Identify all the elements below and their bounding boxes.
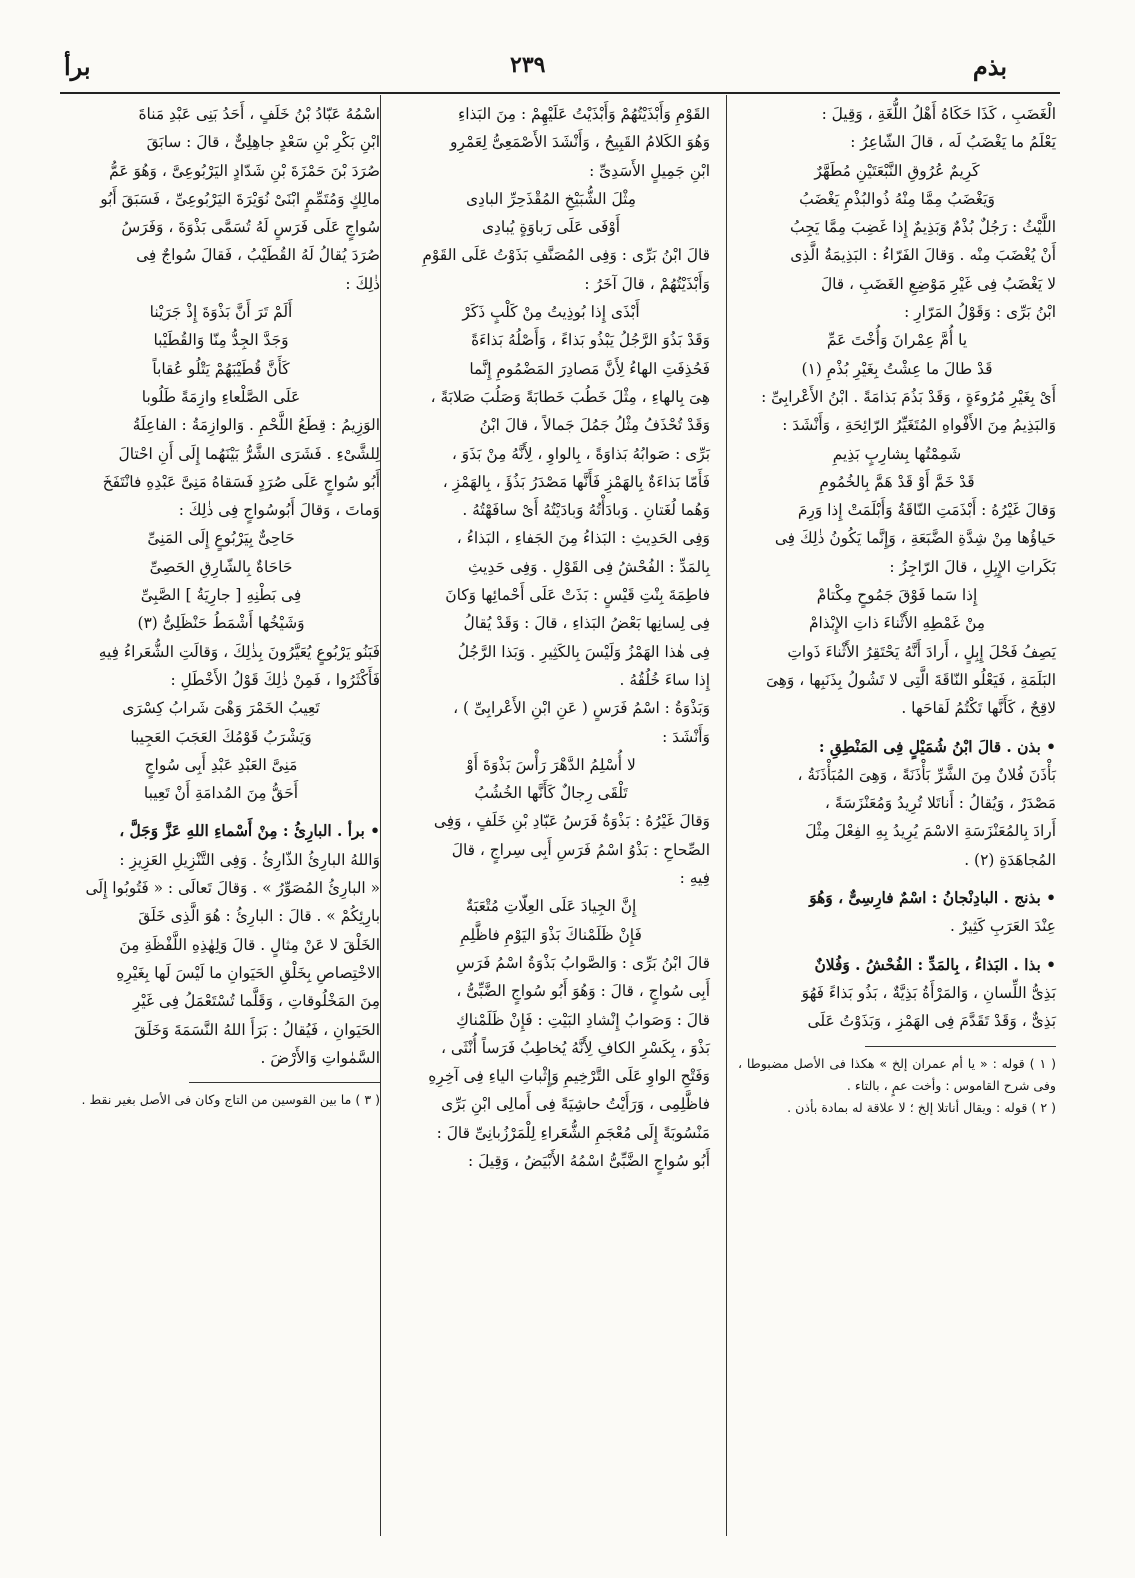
text-line: فاطِمَةَ بِنْتِ قَيْسٍ : بَذَتْ عَلَى أَحْمائِها وَكانَ — [445, 586, 710, 605]
column-right — [738, 100, 1056, 1119]
verse-line: أَحَقُّ مِنَ المُدامَةِ أَنْ تَعِيبا — [143, 784, 299, 803]
text-line: فَحُذِفَتِ الهاءُ لِأَنَّ مَصادِرَ المَضْمُومِ إِنَّما — [469, 359, 710, 378]
text-line: فَبَنُو يَرْبُوعٍ يُعَيَّرُونَ بِذٰلِكَ ، وَقالَتِ الشُّعَراءُ فِيهِ — [98, 642, 380, 661]
text-line: فِى هٰذا الهَمْزُ وَلَيْسَ بِالكَثِيرِ . وَبَذا الرَّجُلُ — [457, 642, 710, 661]
verse-line: تَلْقَى رِجالٌ كَأَنَّها الخُشُبُ — [474, 784, 628, 803]
text-line: بَذِىٌّ ، وَقَدْ تَقَدَّمَ فِى الهَمْزِ ، وَبَذَوْتُ عَلَى — [807, 1012, 1056, 1031]
text-line: وَهُوَ الكَلامُ القَبِيحُ ، وَأَنْشَدَ الأَصْمَعِىُّ لِعَمْرِو — [450, 133, 710, 152]
text-line: وَماتَ ، وَقالَ أَبُوسُواجٍ فِى ذٰلِكَ : — [178, 501, 380, 520]
verse-line: لا أُسْلِمُ الدَّهْرَ رَأْسَ بَذْوَةَ أَوْ — [466, 755, 636, 774]
verse-line: قَدْ خَمَّ أَوْ قَدْ هَمَّ بِالخُمُومِ — [819, 472, 975, 491]
verse-line: وَشَيْخُها أَشْمَطُ حَنْظَلِىُّ (٣) — [137, 614, 305, 633]
footnote: ( ١ ) قوله : « يا أم عمران إلخ » هكذا فى الأصل مضبوطا ، وفى شرح القاموس : وأخت عمٍ ، بالتاء . — [738, 1055, 1056, 1093]
footnote-rule — [865, 1046, 1056, 1047]
text-line: الْغَضَبِ ، كَذَا حَكَاهُ أَهْلُ اللُّغَةِ ، وَقِيلَ : — [821, 105, 1056, 123]
text-line: بَكَراتِ الإِبِلِ ، قالَ الرّاجِزُ : — [889, 557, 1056, 576]
entry-headword-line: • برأ . البارِئُ : مِنْ أَسْماءِ اللهِ عَزَّ وَجَلَّ ، — [119, 822, 380, 841]
text-line: أَبُو سُواجٍ الضَّبِّىُّ اسْمُهُ الأَبْيَضُ ، وَقِيلَ : — [468, 1151, 710, 1170]
text-line: وَأَبْذَيْتُهُمْ ، قالَ آخَرُ : — [584, 274, 710, 293]
text-line: يَعْلَمُ ما يَغْضَبُ لَه ، قالَ الشّاعِرُ : — [850, 133, 1056, 152]
text-line: وَقالَ غَيْرُهُ : بَذْوَةُ فَرَسُ عَبّادِ بْنِ خَلَفٍ ، وَفِى — [433, 812, 710, 831]
text-line: أَنْ يُغْضَبَ مِنْه . وَقالَ الفَرّاءُ : البَذِيمَةُ الَّذِى — [790, 246, 1056, 265]
verse-line: شَمِمْتُها بِشارِبٍ بَذِيمِ — [832, 444, 962, 463]
text-line: مِنَ المَخْلُوقاتِ ، وَقَلَّما تُسْتَعْمَلُ فِى غَيْرِ — [132, 992, 380, 1011]
column-divider-left — [380, 95, 381, 1536]
text-line: ابْنِ بَكْرِ بْنِ سَعْدٍ جاهِلِىٌّ ، قالَ : سابَقَ — [146, 133, 380, 152]
verse-line: إِذا سَما فَوْقَ جَمُوحٍ مِكْتامْ — [816, 586, 978, 605]
verse-line: عَلَى الصَّلْعاءِ وازِمَةً طَلُوبا — [141, 387, 301, 406]
text-line: وَفِى الحَدِيثِ : البَذاءُ مِنَ الجَفاءِ ، البَذاءُ ، — [456, 529, 710, 548]
text-line: بَأْذَنَ فُلانٌ مِنَ الشَّرِّ بَأْذَنَةً ، وَهِىَ المُبَأْذَنَةُ ، — [797, 765, 1056, 784]
text-line: اللَّيْثُ : رَجُلٌ بُذْمٌ وَبَذِيمٌ إِذا غَضِبَ مِمَّا يَجِبُ — [789, 218, 1056, 237]
verse-line: قَدْ طالَ ما عِشْتُ بِغَيْرِ بُذْمِ (١) — [801, 359, 993, 378]
text-line: مَصْدَرٌ ، وَيُقالُ : أَناتَلا تُرِيدُ وَمُعَنْزَسَةً ، — [824, 794, 1056, 813]
verse-line: حَاحِىٌّ بِيَرْبُوعٍ إِلَى المَنِىِّ — [147, 529, 295, 548]
text-line: بَرِّى : صَوابُهُ بَذاوَةً ، بِالواوِ ، لِأَنَّهُ مِنْ بَذَوَ ، — [451, 444, 710, 463]
text-line: فِى لِسانِها بَعْضُ البَذاءِ ، قالَ : وَقَدْ يُقالُ — [463, 614, 710, 633]
text-line: وَاللهُ البارِئُ الذّارِئُ . وَفِى التَّنْزِيلِ العَزِيزِ : — [119, 850, 380, 869]
verse-line: وَيَشْرَبُ قَوْمُكَ العَجَبَ العَجِيبا — [130, 727, 312, 746]
text-line: فِيهِ : — [679, 869, 710, 888]
header-rule — [60, 92, 1060, 94]
text-line: مَنْسُوبَةً إِلَى مُعْجَمِ الشُّعَراءِ لِلْمَرْزُبانِىِّ قالَ : — [436, 1123, 710, 1142]
text-line: بَذِىُّ اللِّسانِ ، وَالمَرْأَةُ بَذِيَّةٌ ، بَذُو بَذاءً فَهُوَ — [801, 983, 1056, 1002]
entry-headword-line: • بذا . البَذاءُ ، بِالمَدِّ : الفُحْشُ . وَفُلانٌ — [814, 955, 1056, 974]
text-line: لا يَغْضَبُ فِى غَيْرِ مَوْضِعِ الغَضَبِ ، قالَ — [820, 274, 1056, 293]
text-line: أَرادَ بِالمُعَنْزَسَةِ الاسْمَ يُرِيدُ بِهِ الفِعْلَ مِثْلَ — [805, 822, 1056, 841]
text-line: وَبَذْوَةُ : اسْمُ فَرَسٍ ( عَنِ ابْنِ الأَعْرابِىِّ ) ، — [453, 699, 710, 718]
text-line: المُجاهَدَةِ (٢) . — [964, 850, 1056, 869]
text-line: وَفَتْحِ الواوِ عَلَى التَّرْخِيمِ وَإِثْباتِ الياءِ فِى آخِرِهِ — [428, 1067, 710, 1086]
text-line: قالَ ابْنُ بَرِّى : وَالصَّوابُ بَذْوَةُ اسْمُ فَرَسِ — [455, 953, 710, 972]
text-line: اسْمُهُ عَبّادُ بْنُ خَلَفٍ ، أَحَدُ بَنِى عَبْدِ مَناةَ — [138, 105, 380, 123]
text-line: الاخْتِصاصِ بِخَلْقِ الحَيَوانِ ما لَيْسَ لَها بِغَيْرِهِ — [116, 963, 380, 982]
footnote-rule — [189, 1082, 380, 1083]
text-line: لاقِحٌ ، كَأَنَّها تَكْتُمُ لَقاحَها . — [901, 699, 1056, 718]
verse-line: أَوْفَى عَلَى رَباوَةٍ يُبادِى — [481, 218, 621, 237]
text-line: لِلشَّىْءِ . فَشَرَى الشَّرُّ بَيْنَهُما إِلَى أَنِ احْتالَ — [118, 444, 380, 463]
text-line: أَبِى سُواجٍ ، قالَ : وَهُوَ أَبُو سُواجٍ الضَّبِّىُّ ، — [456, 982, 710, 1001]
verse-line: فِى بَطْنِهِ [ جارِيَةُ ] الصَّبِىِّ — [140, 586, 302, 605]
text-line: الصِّحاحِ : بَذْوُ اسْمُ فَرَسِ أَبِى سِراجٍ ، قالَ — [451, 840, 710, 859]
text-line: وَقَدْ تُحْذَفُ مِثْلُ جَمُلَ جَمالاً ، قالَ ابْنُ — [479, 416, 710, 435]
header-right-word: بذم — [972, 52, 1007, 81]
footnote: ( ٢ ) قوله : ويقال أناتلا إلخ ؛ لا علاقة له بمادة بأذن . — [787, 1099, 1056, 1115]
text-line: إِذا ساءَ خُلُقُهُ . — [619, 670, 710, 689]
page-number: ٢٣٩ — [510, 52, 546, 78]
text-line: الحَيَوانِ ، فَيُقالُ : بَرَأَ اللهُ النَّسَمَةَ وَخَلَقَ — [134, 1020, 380, 1039]
text-line: سُواجٍ عَلَى فَرَسٍ لَهُ تُسَمَّى بَذْوَةَ ، وَفَرَسُ — [121, 218, 380, 237]
verse-line: كَأَنَّ قُطَيْبَهُمْ يَتْلُو عُقاباً — [152, 359, 290, 378]
verse-line: مِنْ غَمْطِهِ الأَثْناءَ ذاتِ الإِبْذامْ — [808, 614, 986, 633]
text-line: بَذْوَ ، بِكَسْرِ الكافِ لِأَنَّهُ يُخاطِبُ فَرَساً أُنْثَى ، — [440, 1038, 710, 1057]
text-line: وَقَدْ بَذُوَ الرَّجُلُ يَبْذُو بَذاءً ، وَأَصْلُهُ بَذاءَةً — [471, 331, 710, 350]
header-left-word: برأ — [64, 52, 91, 81]
text-line: « البارِئُ المُصَوِّرُ » . وَقالَ تَعالَى : « فَتُوبُوا إِلَى — [85, 879, 380, 898]
text-line: مالِكٍ وَمُتَمِّمٍ ابْنَىْ نُوَيْرَةَ اليَرْبُوعِىِّ ، فَسَبَقَ أَبُو — [100, 189, 380, 208]
verse-line: حَاحَاةٌ بِالشّارِقِ الحَصِىِّ — [149, 557, 293, 576]
text-line: القَوْمِ وَأَبْذَيْتُهُمْ وَأَبْذَيْتُ عَلَيْهِمْ : مِنَ البَذاءِ — [458, 105, 710, 123]
text-line: وَقالَ غَيْرُهُ : أَبْذَمَتِ النّاقَةُ وَأَبْلَمَتْ إِذا وَرِمَ — [797, 501, 1056, 520]
text-line: ابْنِ جَمِيلٍ الأَسَدِىِّ : — [589, 161, 710, 180]
text-line: البَلَمَةِ ، فَيَعْلُو النّاقَةَ الَّتِى لا تَشُولُ بِذَنَبِها ، وَهِىَ — [765, 670, 1056, 689]
text-line: صُرَدَ بْنَ حَمْزَةَ بْنِ شَدّادٍ اليَرْبُوعِىَّ ، وَهُوَ عَمُّ — [109, 161, 380, 180]
verse-line: وَجَدَّ الجِدُّ مِنّا وَالقُطَيْبا — [153, 331, 289, 350]
column-left — [62, 100, 380, 1111]
verse-line: إِنَّ الجِيادَ عَلَى العِلّاتِ مُتْعَبَةٌ — [465, 897, 637, 916]
verse-line: مَنِىَّ العَبْدِ عَبْدِ أَبِى سُواجٍ — [144, 755, 298, 774]
text-line: وَالبَذِيمُ مِنَ الأَفْواهِ المُتَغَيِّرُ الرّائِحَةِ ، وَأَنْشَدَ : — [782, 416, 1056, 435]
text-line: صُرَدَ يُقالُ لَهُ القُطَيْبُ ، فَقالَ سُواجٌ فِى — [136, 246, 380, 265]
text-line: قالَ ابْنُ بَرِّى : وَفِى المُصَنَّفِ بَذَوْتُ عَلَى القَوْمِ — [422, 246, 710, 265]
verse-line: أَلَمْ تَرَ أَنَّ بَذْوَةَ إِذْ جَرَيْنا — [149, 303, 293, 322]
text-line: فَأَكْثَرُوا ، فَمِنْ ذٰلِكَ قَوْلُ الأَخْطَلِ : — [170, 670, 380, 689]
column-divider-right — [726, 95, 727, 1536]
text-line: بِالمَدِّ : الفُحْشُ فِى القَوْلِ . وَفِى حَدِيثِ — [468, 557, 710, 576]
text-line: وَأَنْشَدَ : — [662, 727, 710, 746]
verse-line: كَرِيمٌ عُرُوقِ النَّبْعَتَيْنِ مُطَهَّرٌ — [814, 161, 980, 180]
column-middle — [392, 100, 710, 1175]
text-line: قالَ : وَصَوابُ إِنْشادِ البَيْتِ : فَإِنْ ظَلَمْناكِ — [456, 1010, 710, 1029]
verse-line: أَبْذَى إِذا بُوذِيتُ مِنْ كَلْبٍ ذَكَرْ — [462, 303, 640, 322]
text-line: بارِئِكُمْ » . قالَ : البارِئُ : هُوَ الَّذِى خَلَقَ — [138, 907, 380, 926]
text-line: أَىْ بِغَيْرِ مُرُوءَةٍ ، وَقَدْ بَذُمَ بَذامَةً . ابْنُ الأَعْرابِىِّ : — [761, 387, 1056, 406]
entry-headword-line: • بذن . قالَ ابْنُ شُمَيْلٍ فِى المَنْطِقِ : — [818, 737, 1056, 756]
text-line: يَصِفُ فَحْلَ إِبِلٍ ، أَرادَ أَنَّهُ يَحْتَقِرُ الأَثْناءَ ذَواتِ — [787, 642, 1056, 661]
verse-line: مِثْلَ الشُّبَيْخِ المُقْذَحِرِّ البادِى — [465, 189, 637, 208]
text-line: ابْنُ بَرِّى : وَقَوْلُ المَرّارِ : — [904, 303, 1056, 322]
text-line: فَأَمّا بَذاءَةٌ بِالهَمْزِ فَأَنَّها مَصْدَرُ بَذُؤَ ، بِالهَمْزِ ، — [442, 472, 710, 491]
text-line: الخَلْقَ لا عَنْ مِثالٍ . قالَ وَلِهٰذِهِ اللَّفْظَةِ مِنَ — [119, 935, 380, 954]
verse-line: وَيَغْضَبُ مِمَّا مِنْهُ ذُوالبُذْمِ يَغْضَبُ — [799, 189, 995, 208]
text-line: ذٰلِكَ : — [345, 274, 380, 293]
text-line: هِىَ بِالهاءِ ، مِثْلَ خَطُبَ خَطابَةً وَصَلُبَ صَلابَةً ، — [430, 387, 710, 406]
entry-headword-line: • بذنج . البادِنْجانُ : اسْمٌ فارِسِىٌّ ، وَهُوَ — [809, 889, 1056, 908]
text-line: حَياؤُها مِنْ شِدَّةِ الضَّبَعَةِ ، وَإِنَّما يَكُونُ ذٰلِكَ فِى — [774, 529, 1056, 548]
verse-line: يا أُمَّ عِمْرانَ وَأُخْتَ عَمِّ — [826, 331, 968, 350]
text-line: الوَزِيمُ : قِطَعُ اللَّحْمِ . وَالوازِمَةُ : الفاعِلَةُ — [132, 416, 380, 435]
text-line: أَبُو سُواجٍ عَلَى صُرَدٍ فَسَقاهُ مَنِىَّ عَبْدِهِ فانْتَفَخَ — [102, 472, 380, 491]
text-line: السَّمٰواتِ وَالأَرْضَ . — [260, 1048, 380, 1067]
verse-line: تَعِيبُ الخَمْرَ وَهْىَ شَرابُ كِسْرَى — [122, 699, 320, 718]
text-line: عِنْدَ العَرَبِ كَثِيرٌ . — [950, 917, 1056, 936]
footnote: ( ٣ ) ما بين القوسين من التاج وكان فى الأصل بغير نقط . — [81, 1092, 380, 1108]
text-line: وَهُما لُغَتانِ . وَبادَأْتُهُ وَبادَيْتُهُ أَىْ سافَهْتُهُ . — [462, 501, 710, 520]
verse-line: فَإِنْ ظَلَمْناكَ بَذْوَ اليَوْمِ فاظَّلِمِ — [460, 925, 642, 944]
text-line: فاظَّلِمِى ، وَرَأَيْتُ حاشِيَةً فِى أَمالِى ابْنِ بَرِّى — [441, 1095, 710, 1114]
